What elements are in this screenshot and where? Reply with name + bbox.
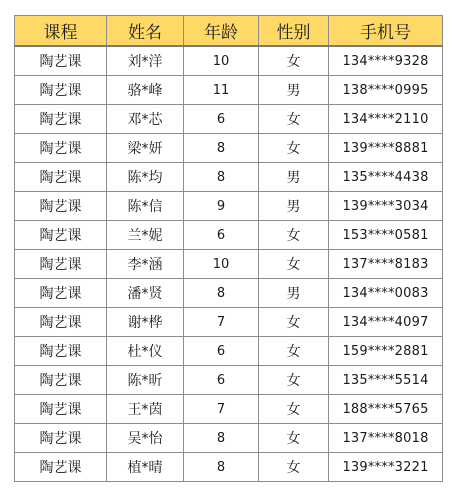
phone-cell[interactable]: 153****0581 <box>329 221 443 250</box>
phone-cell[interactable]: 188****5765 <box>329 395 443 424</box>
phone-cell[interactable]: 138****0995 <box>329 76 443 105</box>
course-cell[interactable]: 陶艺课 <box>15 308 107 337</box>
age-cell[interactable]: 6 <box>184 366 259 395</box>
enrollment-table <box>14 15 443 482</box>
phone-cell[interactable]: 159****2881 <box>329 337 443 366</box>
header-row <box>15 16 443 47</box>
course-cell[interactable]: 陶艺课 <box>15 250 107 279</box>
course-cell[interactable]: 陶艺课 <box>15 453 107 482</box>
phone-cell[interactable]: 137****8018 <box>329 424 443 453</box>
phone-cell[interactable]: 137****8183 <box>329 250 443 279</box>
table-row <box>15 308 443 337</box>
age-cell[interactable]: 8 <box>184 134 259 163</box>
name-cell[interactable]: 李*涵 <box>107 250 184 279</box>
header-age[interactable]: 年龄 <box>184 16 259 47</box>
name-cell[interactable]: 王*茵 <box>107 395 184 424</box>
gender-cell[interactable]: 女 <box>259 366 329 395</box>
age-cell[interactable]: 11 <box>184 76 259 105</box>
age-cell[interactable]: 10 <box>184 46 259 76</box>
age-cell[interactable]: 10 <box>184 250 259 279</box>
table-row <box>15 453 443 482</box>
course-cell[interactable]: 陶艺课 <box>15 134 107 163</box>
name-cell[interactable]: 兰*妮 <box>107 221 184 250</box>
gender-cell[interactable]: 女 <box>259 134 329 163</box>
course-cell[interactable]: 陶艺课 <box>15 46 107 76</box>
gender-cell[interactable]: 女 <box>259 453 329 482</box>
name-cell[interactable]: 梁*妍 <box>107 134 184 163</box>
phone-cell[interactable]: 135****4438 <box>329 163 443 192</box>
phone-cell[interactable]: 135****5514 <box>329 366 443 395</box>
name-cell[interactable]: 刘*洋 <box>107 46 184 76</box>
table-row <box>15 163 443 192</box>
gender-cell[interactable]: 女 <box>259 46 329 76</box>
name-cell[interactable]: 骆*峰 <box>107 76 184 105</box>
table-row <box>15 192 443 221</box>
gender-cell[interactable]: 男 <box>259 279 329 308</box>
gender-cell[interactable]: 男 <box>259 76 329 105</box>
gender-cell[interactable]: 女 <box>259 250 329 279</box>
phone-cell[interactable]: 134****2110 <box>329 105 443 134</box>
course-cell[interactable]: 陶艺课 <box>15 366 107 395</box>
age-cell[interactable]: 8 <box>184 424 259 453</box>
header-phone[interactable]: 手机号 <box>329 16 443 47</box>
name-cell[interactable]: 吴*怡 <box>107 424 184 453</box>
course-cell[interactable]: 陶艺课 <box>15 163 107 192</box>
course-cell[interactable]: 陶艺课 <box>15 105 107 134</box>
name-cell[interactable]: 杜*仪 <box>107 337 184 366</box>
table-row <box>15 337 443 366</box>
table-row <box>15 279 443 308</box>
table-row <box>15 250 443 279</box>
name-cell[interactable]: 陈*信 <box>107 192 184 221</box>
course-cell[interactable]: 陶艺课 <box>15 337 107 366</box>
age-cell[interactable]: 7 <box>184 308 259 337</box>
gender-cell[interactable]: 女 <box>259 105 329 134</box>
name-cell[interactable]: 陈*均 <box>107 163 184 192</box>
name-cell[interactable]: 谢*桦 <box>107 308 184 337</box>
age-cell[interactable]: 7 <box>184 395 259 424</box>
phone-cell[interactable]: 139****3221 <box>329 453 443 482</box>
gender-cell[interactable]: 男 <box>259 163 329 192</box>
phone-cell[interactable]: 134****4097 <box>329 308 443 337</box>
table-body <box>15 46 443 482</box>
gender-cell[interactable]: 女 <box>259 337 329 366</box>
gender-cell[interactable]: 女 <box>259 424 329 453</box>
age-cell[interactable]: 6 <box>184 337 259 366</box>
table-row <box>15 46 443 76</box>
table-row <box>15 134 443 163</box>
age-cell[interactable]: 6 <box>184 105 259 134</box>
phone-cell[interactable]: 139****8881 <box>329 134 443 163</box>
age-cell[interactable]: 8 <box>184 279 259 308</box>
header-name[interactable]: 姓名 <box>107 16 184 47</box>
age-cell[interactable]: 6 <box>184 221 259 250</box>
phone-cell[interactable]: 134****9328 <box>329 46 443 76</box>
age-cell[interactable]: 8 <box>184 453 259 482</box>
course-cell[interactable]: 陶艺课 <box>15 395 107 424</box>
gender-cell[interactable]: 男 <box>259 192 329 221</box>
name-cell[interactable]: 邓*芯 <box>107 105 184 134</box>
name-cell[interactable]: 陈*昕 <box>107 366 184 395</box>
phone-cell[interactable]: 134****0083 <box>329 279 443 308</box>
header-course[interactable]: 课程 <box>15 16 107 47</box>
course-cell[interactable]: 陶艺课 <box>15 424 107 453</box>
table-row <box>15 424 443 453</box>
table-row <box>15 76 443 105</box>
gender-cell[interactable]: 女 <box>259 221 329 250</box>
gender-cell[interactable]: 女 <box>259 395 329 424</box>
gender-cell[interactable]: 女 <box>259 308 329 337</box>
name-cell[interactable]: 植*晴 <box>107 453 184 482</box>
course-cell[interactable]: 陶艺课 <box>15 76 107 105</box>
name-cell[interactable]: 潘*贤 <box>107 279 184 308</box>
phone-cell[interactable]: 139****3034 <box>329 192 443 221</box>
header-gender[interactable]: 性别 <box>259 16 329 47</box>
age-cell[interactable]: 8 <box>184 163 259 192</box>
spreadsheet-table-container <box>14 15 443 482</box>
table-row <box>15 395 443 424</box>
course-cell[interactable]: 陶艺课 <box>15 221 107 250</box>
age-cell[interactable]: 9 <box>184 192 259 221</box>
table-row <box>15 366 443 395</box>
course-cell[interactable]: 陶艺课 <box>15 192 107 221</box>
table-row <box>15 221 443 250</box>
course-cell[interactable]: 陶艺课 <box>15 279 107 308</box>
table-row <box>15 105 443 134</box>
table-header <box>15 16 443 47</box>
